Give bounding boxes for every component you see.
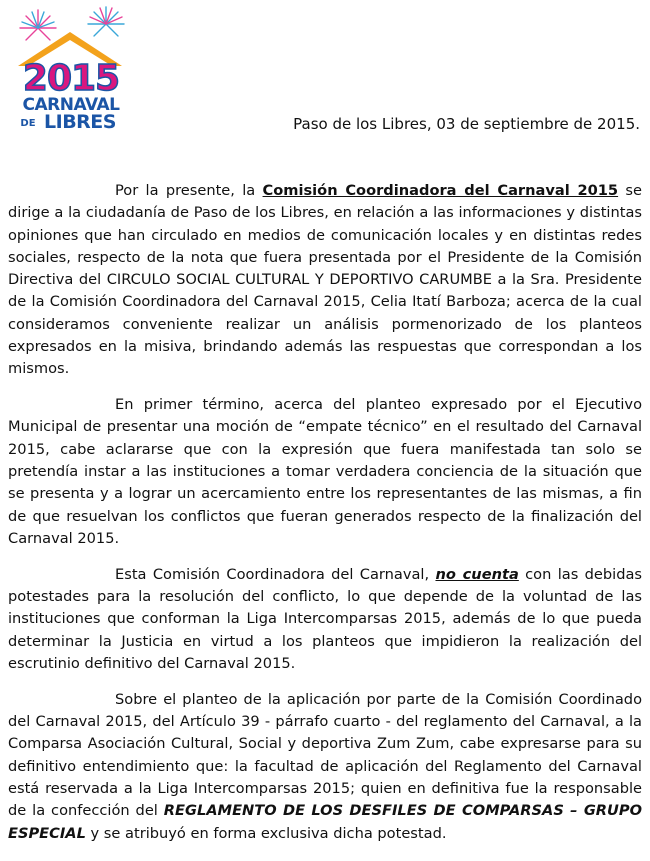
logo-carnaval: CARNAVAL bbox=[22, 95, 120, 115]
commission-name: Comisión Coordinadora del Carnaval 2015 bbox=[262, 182, 619, 199]
firework-left-icon bbox=[20, 10, 56, 40]
regulation-title: REGLAMENTO DE LOS DESFILES DE COMPARSAS – GRUPO ESPECIAL bbox=[8, 802, 642, 842]
logo-libres: LIBRES bbox=[44, 111, 116, 130]
p1-rest: se dirige a la ciudadanía de Paso de los Libres, en relación a las informaciones y distintas opiniones que han circulado en medios de comunicación locales y en distintas redes sociales, respecto de la nota que fuera presentada por el Presidente de la Comisión Directiva del CIRCULO SOCIAL CULTURAL Y DEPORTIVO CARUMBE a la Sra. Presidente de la Comisión Coordinadora del Carnaval 2015, Celia Itatí Barboza; acerca de la cual consideramos conveniente realizar un análisis pormenorizado de los planteos expresados en la misiva, brindando además las respuestas que correspondan a los mismos. bbox=[8, 182, 642, 378]
p3-rest: con las debidas potestades para la resolución del conflicto, lo que depende de la voluntad de las instituciones que conforman la Liga Intercomparsas 2015, además de lo que pueda determinar la Justicia en virtud a los planteos que impidieron la realización del escrutinio definitivo del Carnaval 2015. bbox=[8, 565, 643, 672]
p3-lead: Esta Comisión Coordinadora del Carnaval, bbox=[115, 565, 436, 583]
paragraph-3 bbox=[8, 564, 642, 675]
paragraph-4 bbox=[8, 689, 642, 845]
paragraph-2: En primer término, acerca del planteo expresado por el Ejecutivo Municipal de presentar una moción de “empate técnico” en el resultado del Carnaval 2015, cabe aclararse que con la expresión que fuera manifestada tan solo se pretendía instar a las instituciones a tomar verdadera conciencia de la situación que se presenta y a lograr un acercamiento entre los representantes de las mismas, a fin de que resuelvan los conflictos que fueran generados respecto de la finalización del Carnaval 2015. bbox=[8, 396, 642, 547]
carnaval-logo bbox=[4, 4, 138, 130]
date-line: Paso de los Libres, 03 de septiembre de 2015. bbox=[293, 115, 640, 133]
p4-lead: Sobre el planteo de la aplicación por parte de la Comisión Coordinado del Carnaval 2015, del Artículo 39 - párrafo cuarto - del reglamento del Carnaval, a la Comparsa Asociación Cultural, Social y deportiva Zum Zum, cabe expresarse para su definitivo entendimiento que: la facultad de aplicación del Reglamento del Carnaval está reservada a la Liga Intercomparsas 2015; quien en definitiva fue la responsable de la confección del bbox=[8, 690, 642, 820]
logo-de: DE bbox=[20, 118, 36, 129]
letter-body bbox=[8, 180, 642, 858]
p1-lead: Por la presente, la bbox=[115, 182, 263, 199]
paragraph-1 bbox=[8, 180, 642, 381]
p4-rest: y se atribuyó en forma exclusiva dicha potestad. bbox=[85, 824, 447, 842]
firework-right-icon bbox=[88, 7, 124, 36]
no-cuenta-emphasis: no cuenta bbox=[435, 565, 519, 583]
logo-year: 2015 bbox=[22, 58, 120, 99]
